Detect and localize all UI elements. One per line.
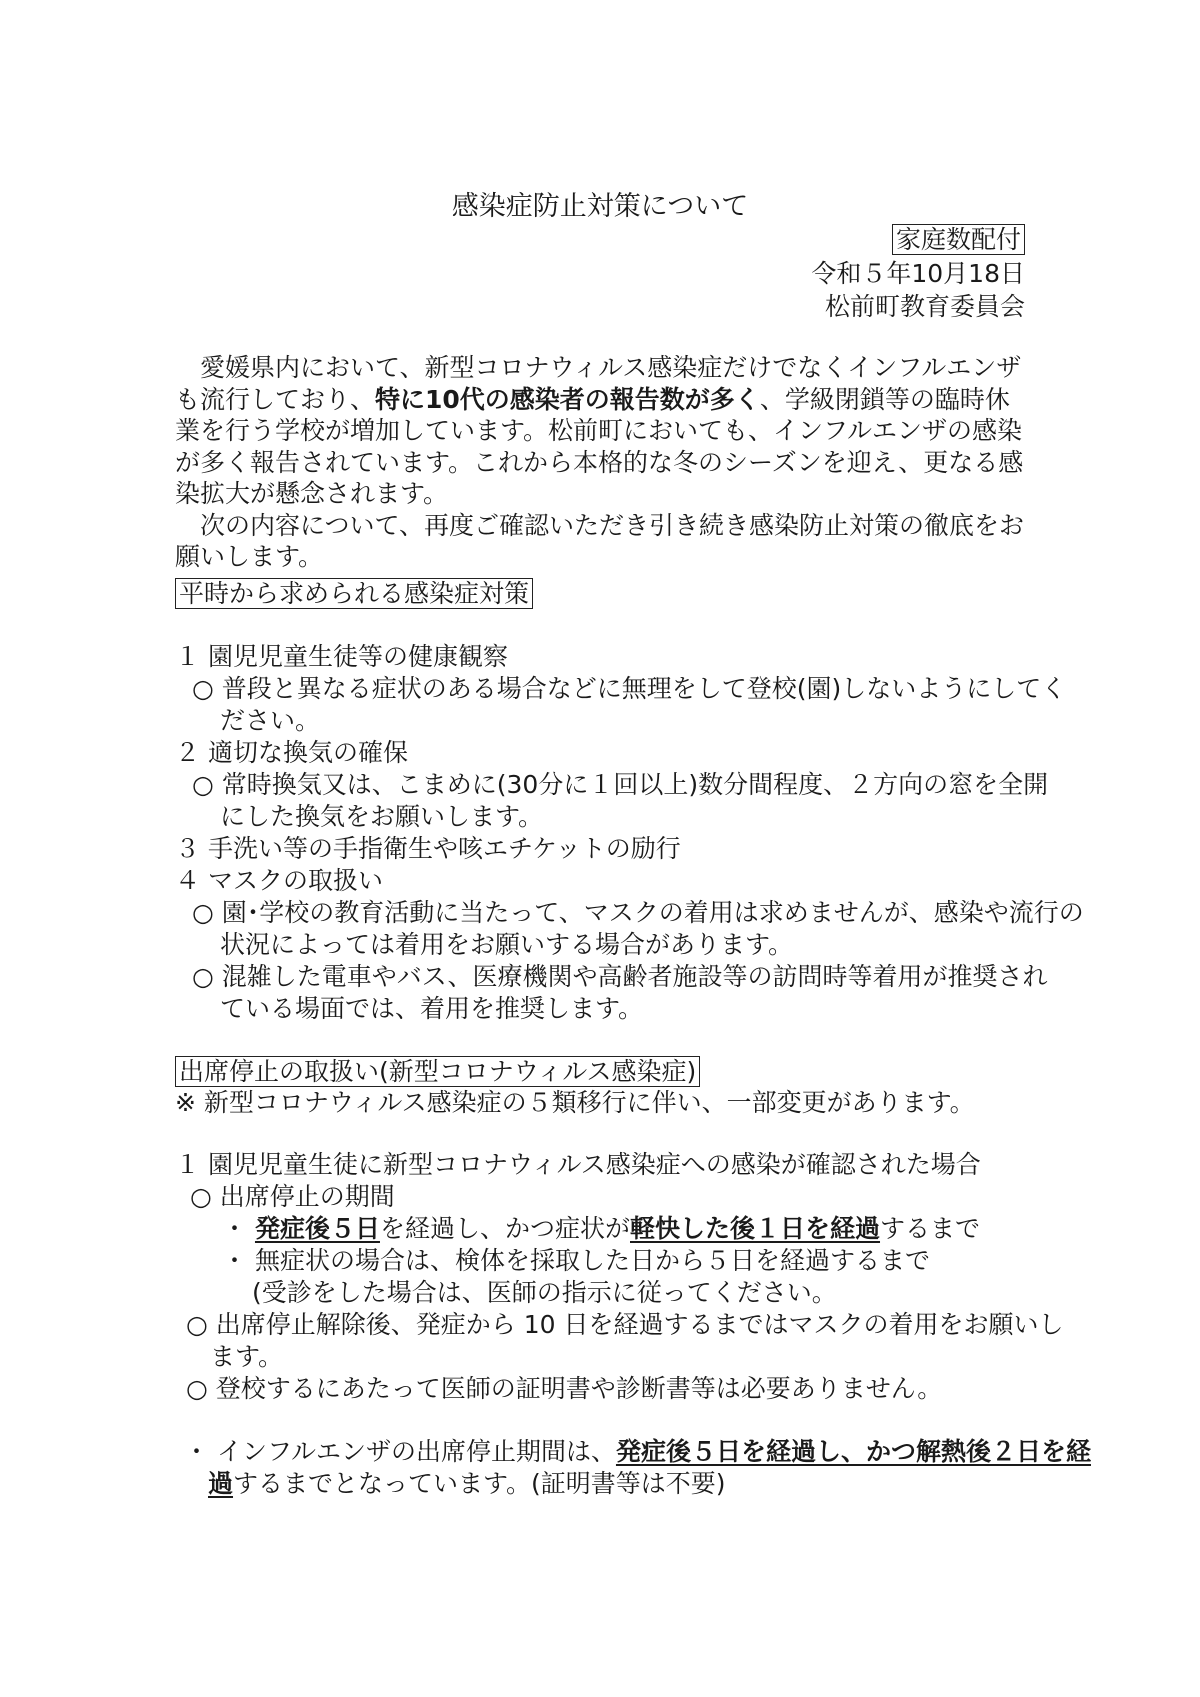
- section2-period-label: ○ 出席停止の期間: [190, 1182, 395, 1211]
- bullet1-onset-days: 発症後５日: [254, 1214, 380, 1243]
- intro-p1-a: 愛媛県内において、新型コロナウィルス感染症だけでなくインフルエンザも流行しており、: [175, 353, 1022, 414]
- influenza-text-a: ・ インフルエンザの出席停止期間は、: [184, 1437, 616, 1466]
- section1-heading-row: [175, 578, 533, 609]
- intro-paragraph-1: [175, 352, 1030, 510]
- section1-heading: 平時から求められる感染症対策: [175, 578, 533, 609]
- bullet1-recovery-days: 軽快した後１日を経過: [630, 1214, 881, 1243]
- section1-item4-sub1-line2: 状況によっては着用をお願いする場合があります。: [220, 930, 794, 959]
- page-title: 感染症防止対策について: [451, 191, 749, 222]
- section1-item2: ２ 適切な換気の確保: [175, 738, 408, 767]
- section1-item2-sub-line2: にした換気をお願いします。: [220, 802, 544, 831]
- influenza-period-emphasis: 発症後５日を経過し、かつ解熱後２日を経: [615, 1437, 1091, 1466]
- section1-item1-sub-line2: ださい。: [220, 706, 321, 735]
- intro-p1-b: 、学級閉鎖等の臨時休業を行う学校が増加しています。松前町においても、インフルエンザの感染が多く報告されています。これから本格的な冬のシーズンを迎え、更なる感染拡大が懸念されます。: [175, 384, 1024, 508]
- section2-item1: １ 園児児童生徒に新型コロナウィルス感染症への感染が確認された場合: [175, 1150, 981, 1179]
- distribution-label-row: [892, 224, 1025, 255]
- section1-item1: １ 園児児童生徒等の健康観察: [175, 642, 508, 671]
- section2-mask-line1: ○ 出席停止解除後、発症から 10 日を経過するまではマスクの着用をお願いし: [186, 1310, 1064, 1339]
- section1-item2-sub-line1: ○ 常時換気又は、こまめに(30分に１回以上)数分間程度、２方向の窓を全開: [192, 770, 1049, 799]
- influenza-line2: [208, 1468, 726, 1499]
- bullet1-mark: ・: [222, 1214, 248, 1243]
- section2-mask-line2: ます。: [210, 1342, 284, 1371]
- issue-date: 令和５年10月18日: [811, 259, 1025, 288]
- issuer: 松前町教育委員会: [824, 292, 1025, 321]
- section2-certificate: ○ 登校するにあたって医師の証明書や診断書等は必要ありません。: [186, 1374, 943, 1403]
- section2-note: ※ 新型コロナウィルス感染症の５類移行に伴い、一部変更があります。: [175, 1088, 975, 1117]
- intro-paragraph-2: 次の内容について、再度ご確認いただき引き続き感染防止対策の徹底をお願いします。: [175, 510, 1025, 571]
- intro-p1-emphasis: 特に10代の感染者の報告数が多く: [375, 384, 760, 414]
- section1-item4: ４ マスクの取扱い: [175, 866, 383, 895]
- influenza-text-b: するまでとなっています。(証明書等は不要): [233, 1469, 726, 1498]
- section2-bullet2: ・ 無症状の場合は、検体を採取した日から５日を経過するまで: [222, 1246, 930, 1275]
- intro-text: [175, 352, 1030, 573]
- section2-bullet1: [222, 1213, 980, 1244]
- section1-item4-sub2-line1: ○ 混雑した電車やバス、医療機関や高齢者施設等の訪問時等着用が推奨され: [192, 962, 1048, 991]
- influenza-line1: [184, 1436, 1091, 1467]
- section2-heading-row: [175, 1056, 700, 1087]
- bullet1-text-a: を経過し、かつ症状が: [379, 1214, 630, 1243]
- section1-item4-sub1-line1: ○ 園･学校の教育活動に当たって、マスクの着用は求めませんが、感染や流行の: [192, 898, 1084, 927]
- bullet1-text-b: するまで: [880, 1214, 981, 1243]
- section1-item4-sub2-line2: ている場面では、着用を推奨します。: [220, 994, 644, 1023]
- influenza-period-emphasis-end: 過: [208, 1469, 234, 1498]
- distribution-label: 家庭数配付: [892, 224, 1025, 255]
- section2-heading: 出席停止の取扱い(新型コロナウィルス感染症): [175, 1056, 700, 1087]
- section2-bullet2-note: (受診をした場合は、医師の指示に従ってください。: [252, 1278, 837, 1307]
- section1-item1-sub-line1: ○ 普段と異なる症状のある場合などに無理をして登校(園)しないようにしてく: [192, 674, 1067, 703]
- section1-item3: ３ 手洗い等の手指衛生や咳エチケットの励行: [175, 834, 681, 863]
